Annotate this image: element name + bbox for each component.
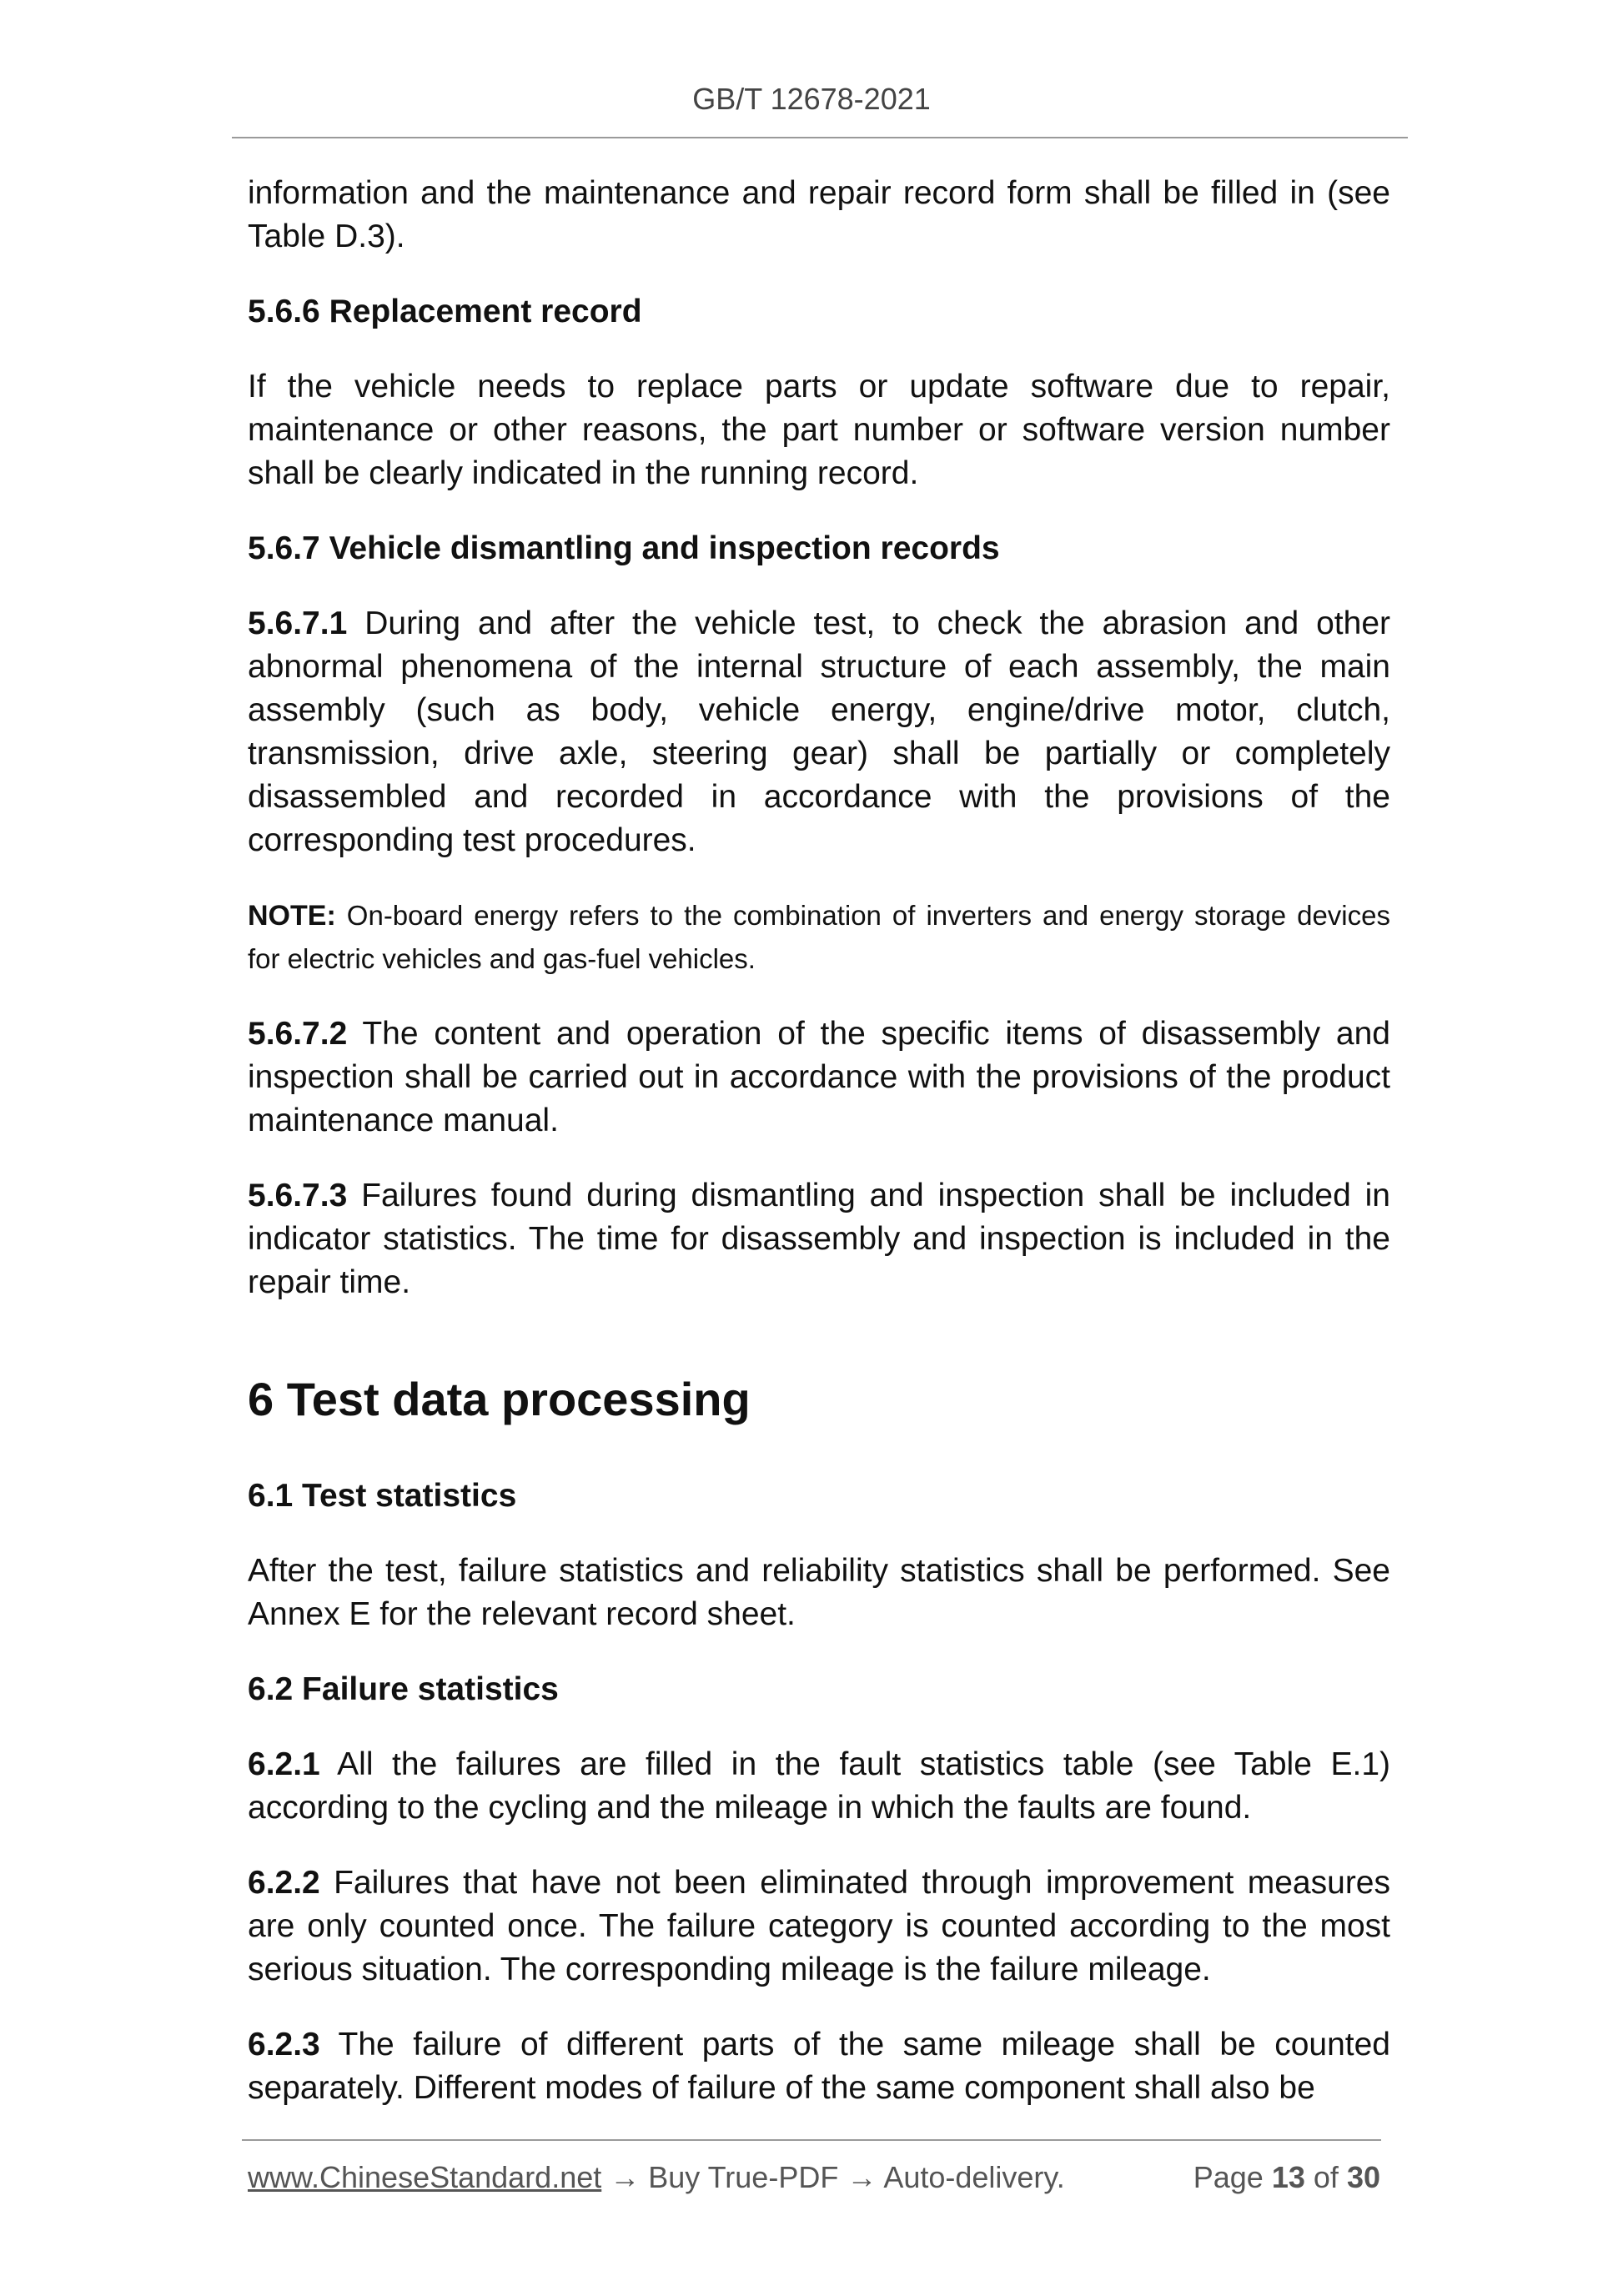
header-divider [232, 137, 1408, 138]
page-label: Page [1193, 2160, 1264, 2194]
clause-number: 6.2.2 [248, 1865, 320, 1901]
clause-number: 6.2.1 [248, 1746, 320, 1782]
clause-text: The content and operation of the specific items of disassembly and inspection shall be carried out in accordance with the provisions of the product maintenance manual. [248, 1016, 1390, 1138]
document-header-title: GB/T 12678-2021 [692, 82, 931, 116]
heading-5-6-7: 5.6.7 Vehicle dismantling and inspection records [248, 530, 1000, 566]
clause-text: All the failures are filled in the fault statistics table (see Table E.1) according to the cycling and the mileage in which the faults are found. [248, 1746, 1390, 1826]
clause-number: 5.6.7.1 [248, 605, 348, 641]
clause-number: 6.2.3 [248, 2027, 320, 2062]
continued-paragraph: information and the maintenance and repair record form shall be filled in (see Table D.3). [248, 175, 1390, 254]
page-indicator [1193, 2160, 1380, 2195]
clause-text: Failures that have not been eliminated through improvement measures are only counted once. The failure category is counted according to the most serious situation. The corresponding mileage is the failure mileage. [248, 1865, 1390, 1987]
note-paragraph [248, 894, 1390, 981]
paragraph-6-2-1 [248, 1743, 1390, 1830]
website-link[interactable]: www.ChineseStandard.net [248, 2160, 602, 2194]
heading-5-6-6: 5.6.6 Replacement record [248, 294, 642, 329]
paragraph-5-6-7-3 [248, 1174, 1390, 1304]
clause-text: The failure of different parts of the same mileage shall be counted separately. Different modes of failure of the same component shall also be [248, 2027, 1390, 2106]
heading-6: 6 Test data processing [248, 1373, 751, 1425]
note-label: NOTE: [248, 900, 336, 932]
of-label: of [1313, 2160, 1339, 2194]
paragraph-6-2-2 [248, 1861, 1390, 1992]
footer-promo-text: → Buy True-PDF → Auto-delivery. [601, 2160, 1065, 2194]
clause-text: Failures found during dismantling and inspection shall be included in indicator statistics. The time for disassembly and inspection is included in the repair time. [248, 1178, 1390, 1300]
heading-6-1: 6.1 Test statistics [248, 1478, 517, 1514]
paragraph-6-2-3 [248, 2023, 1390, 2110]
paragraph-5-6-7-1 [248, 602, 1390, 862]
footer-divider [242, 2139, 1381, 2141]
heading-6-2: 6.2 Failure statistics [248, 1671, 559, 1707]
current-page-number: 13 [1271, 2160, 1305, 2194]
paragraph-5-6-7-2 [248, 1012, 1390, 1143]
clause-number: 5.6.7.3 [248, 1178, 348, 1213]
page-content [248, 172, 1390, 2110]
paragraph-5-6-6: If the vehicle needs to replace parts or update software due to repair, maintenance or other reasons, the part number or software version number shall be clearly indicated in the running record. [248, 369, 1390, 491]
note-text: On-board energy refers to the combination of inverters and energy storage devices for electric vehicles and gas-fuel vehicles. [248, 900, 1390, 974]
footer-promo [248, 2160, 1065, 2195]
clause-text: During and after the vehicle test, to check the abrasion and other abnormal phenomena of the internal structure of each assembly, the main assembly (such as body, vehicle energy, engine/drive motor, clutch, transmission, drive axle, steering gear) shall be partially or completely disassembled and recorded in accordance with the provisions of the corresponding test procedures. [248, 605, 1390, 858]
total-pages-number: 30 [1346, 2160, 1380, 2194]
clause-number: 5.6.7.2 [248, 1016, 348, 1052]
paragraph-6-1: After the test, failure statistics and reliability statistics shall be performed. See Annex E for the relevant record sheet. [248, 1553, 1390, 1632]
